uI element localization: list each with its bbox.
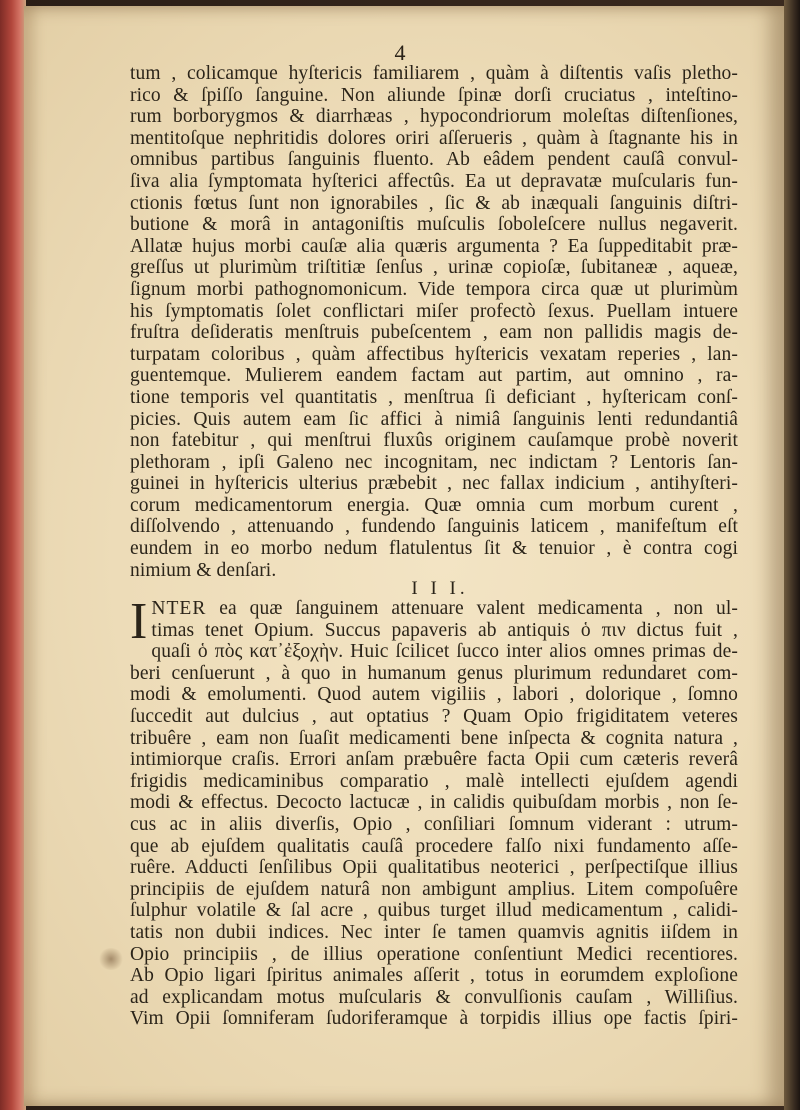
paragraph-2	[130, 593, 738, 1030]
text-line: frigidis medicaminibus comparatio , malè intellecti ejuſdem agendi	[130, 770, 738, 792]
text-line: Vim Opii ſomniferam ſudoriferamque à torpidis illius ope factis ſpiri-	[130, 1008, 738, 1030]
book-binding	[0, 0, 26, 1110]
text-line: tione temporis vel quantitatis , menſtrua ſi deficiant , hyſtericam conſ-	[130, 386, 738, 408]
text-line: omnibus partibus ſanguinis fluento. Ab eâdem pendent cauſâ convul-	[130, 149, 738, 171]
text-line: modi & emolumenti. Quod autem vigiliis , labori , dolorique , ſomno	[130, 684, 738, 706]
text-line: ſignum morbi pathognomonicum. Vide tempora circa quæ ut plurimùm	[130, 278, 738, 300]
text-line: rico & ſpiſſo ſanguine. Non aliunde ſpinæ dorſi cruciatus , inteſtino-	[130, 84, 738, 106]
page-edge	[784, 0, 800, 1110]
text-line: greſſus ut plurimùm triſtitiæ ſenſus , urinæ copioſæ, ſubitaneæ , aqueæ,	[130, 257, 738, 279]
text-line: tum , colicamque hyſtericis familiarem , quàm à diſtentis vaſis pletho-	[130, 63, 738, 84]
text-line-rest: ea quæ ſanguinem attenuare valent medicamenta , non ul-	[206, 598, 738, 619]
text-line: ctionis fœtus ſunt non ignorabiles , ſic & ab inæquali ſanguinis diſtri-	[130, 192, 738, 214]
text-line: corum medicamentorum energia. Quæ omnia cum morbum curent ,	[130, 494, 738, 516]
drop-cap-initial: I	[130, 593, 148, 650]
text-line: que ab ejuſdem qualitatis cauſâ procedere falſo nixi fundamento aſſe-	[130, 835, 738, 857]
text-line: principiis de ejuſdem naturâ non ambigunt amplius. Litem compoſuêre	[130, 878, 738, 900]
text-line: mentitoſque nephritidis dolores oriri aſſerueris , quàm à ſtagnante his in	[130, 127, 738, 149]
text-line: butione & morâ in antagoniſtis muſculis ſoboleſcere nullus negaverit.	[130, 214, 738, 236]
text-line: ſiva alia ſymptomata hyſterici affectûs. Ea ut depravatæ muſcularis fun-	[130, 170, 738, 192]
text-line: rum borborygmos & diarrhæas , hypocondriorum moleſtas diſtenſiones,	[130, 106, 738, 128]
text-line: ruêre. Adducti ſenſilibus Opii qualitatibus neoterici , perſpectiſque illius	[130, 857, 738, 879]
ink-smudge	[98, 948, 124, 970]
text-line: Opio principiis , de illius operatione conſentiunt Medici recentiores.	[130, 943, 738, 965]
text-line: his ſymptomatis ſolet conflictari miſer profectò ſexus. Puellam intuere	[130, 300, 738, 322]
text-line: beri cenſuerunt , à quo in humanum genus plurimum redundaret com-	[130, 662, 738, 684]
text-line: non fatebitur , qui menſtrui fluxûs originem cauſamque probè noverit	[130, 430, 738, 452]
text-line: eundem in eo morbo nedum flatulentus ſit & tenuior , è contra cogi	[130, 538, 738, 560]
text-line: turpatam coloribus , quàm affectibus hyſtericis vexatam reperies , lan-	[130, 343, 738, 365]
text-line: Ab Opio ligari ſpiritus animales aſſerit , totus in eorumdem exploſione	[130, 965, 738, 987]
text-line: plethoram , ipſi Galeno nec incognitam, nec indictam ? Lentoris ſan-	[130, 451, 738, 473]
text-line: tribuêre , eam non ſuaſit medicamenti bene inſpecta & cognita natura ,	[130, 727, 738, 749]
first-word: NTER	[151, 598, 207, 619]
text-line: ad explicandam motus muſcularis & convulſionis cauſam , Williſius.	[130, 986, 738, 1008]
text-line: ſuccedit aut dulcius , aut optatius ? Quam Opio frigiditatem veteres	[130, 705, 738, 727]
text-line: fruſtra deſideratis menſtruis pubeſcentem , eam non pallidis magis de-	[130, 322, 738, 344]
paragraph-1	[130, 63, 738, 581]
text-line	[151, 598, 738, 620]
text-line: timas tenet Opium. Succus papaveris ab antiquis ὁ πιν dictus fuit ,	[151, 619, 738, 641]
text-line: tatis non dubii indices. Nec inter ſe tamen quamvis agnitis iiſdem in	[130, 921, 738, 943]
text-line: quaſi ὁ πὸς κατ᾽ἐξοχὴν. Huic ſcilicet ſucco inter alios omnes primas de-	[151, 641, 738, 663]
text-line: cus ac in aliis diverſis, Opio , conſiliari ſomnum viderant : utrum-	[130, 813, 738, 835]
text-line: picies. Quis autem eam ſic affici à nimiâ ſanguinis lenti redundantiâ	[130, 408, 738, 430]
text-line: guentemque. Mulierem eandem factam aut partim, aut omnino , ra-	[130, 365, 738, 387]
page-number: 4	[394, 40, 406, 65]
text-line: diſſolvendo , attenuando , fundendo ſanguinis laticem , manifeſtum eſt	[130, 516, 738, 538]
text-line: intimiorque craſis. Errori anſam præbuêre facta Opii cum cæteris reverâ	[130, 749, 738, 771]
section-heading: I I I.	[411, 578, 469, 599]
text-line: ſulphur volatile & ſal acre , quibus turget illud medicamentum , calidi-	[130, 900, 738, 922]
text-line: nimium & denſari.	[130, 559, 277, 581]
text-line: guinei in hyſtericis ulterius præbebit , nec fallax indicium , antihyſteri-	[130, 473, 738, 495]
text-line: modi & effectus. Decocto lactucæ , in calidis quibuſdam morbis , non ſe-	[130, 792, 738, 814]
text-line: Allatæ hujus morbi cauſæ alia quæris argumenta ? Ea ſuppeditabit præ-	[130, 235, 738, 257]
